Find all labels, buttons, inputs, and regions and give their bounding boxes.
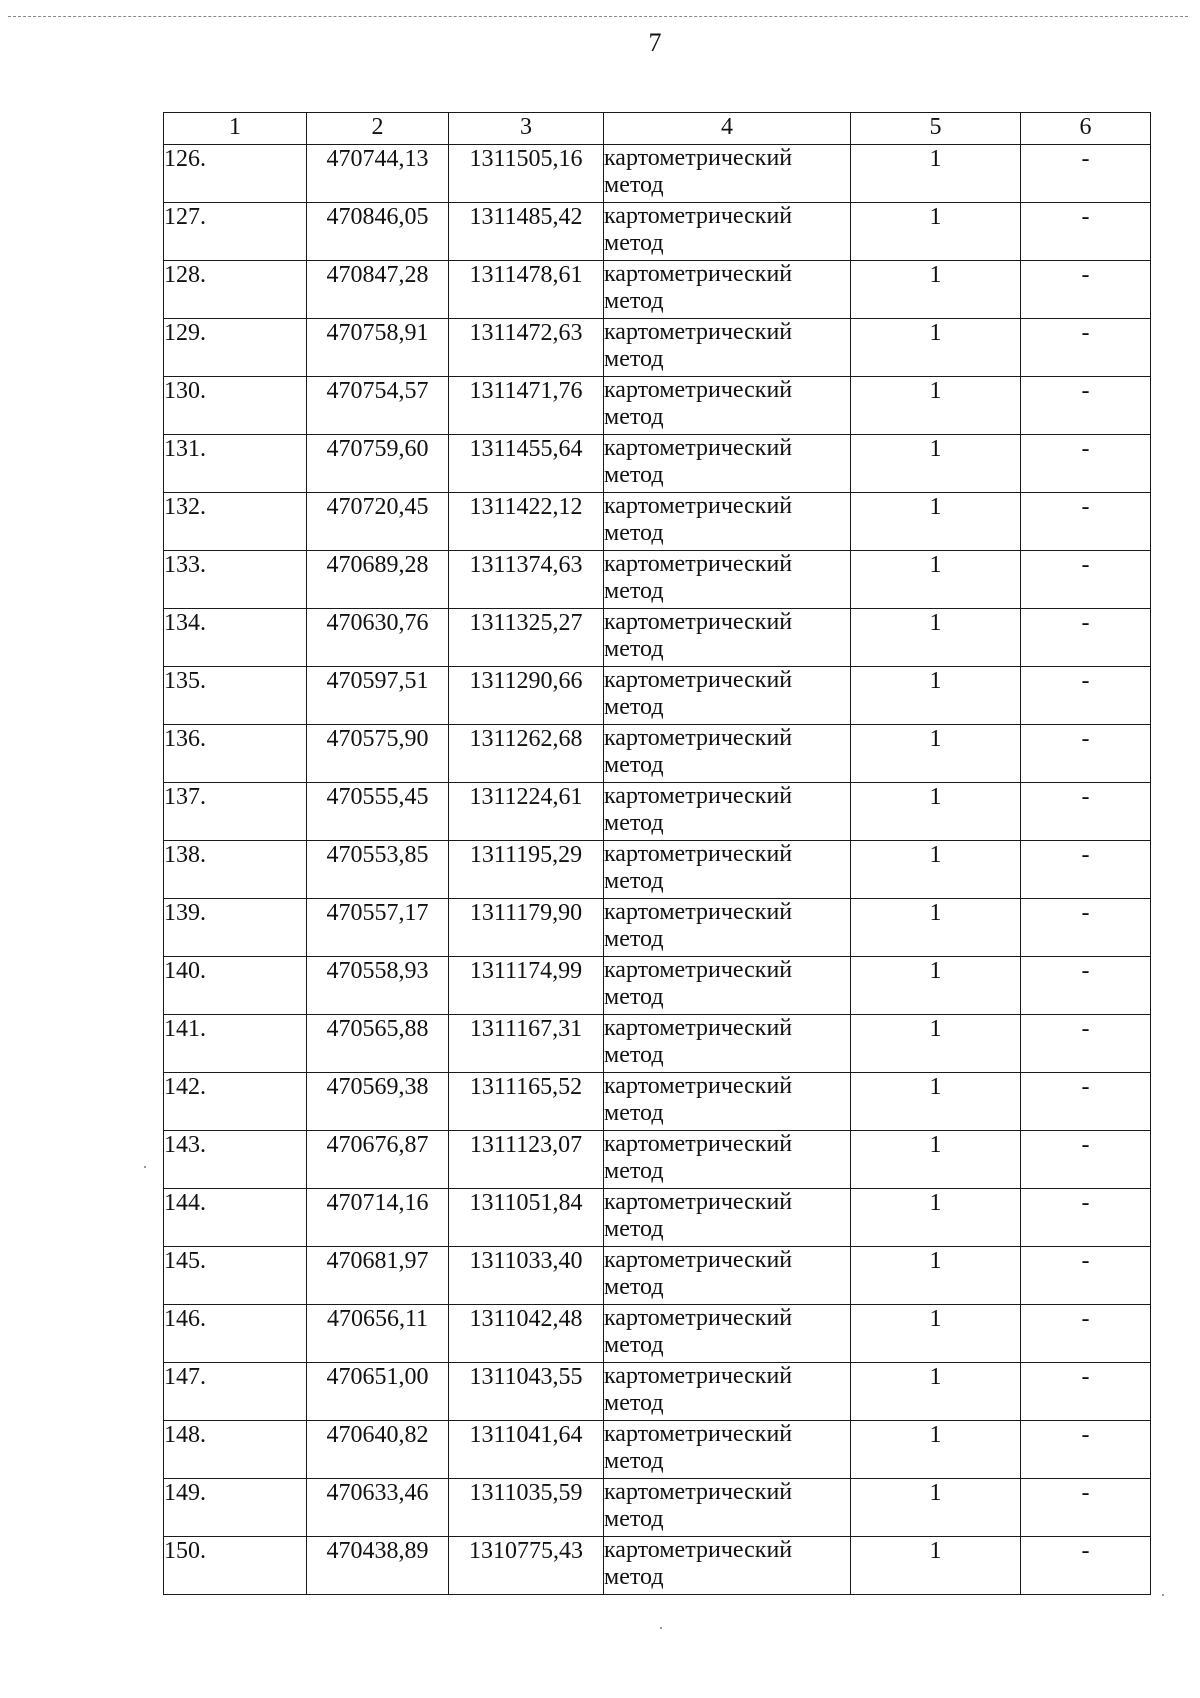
point-number-cell: 129.	[164, 319, 307, 377]
method-cell: картометрический метод	[604, 957, 851, 1015]
table-row	[164, 551, 1151, 609]
column5-cell: 1	[851, 725, 1021, 783]
column-header: 3	[449, 113, 604, 145]
coordinate-y-cell: 1311472,63	[449, 319, 604, 377]
coordinate-y-cell: 1311035,59	[449, 1479, 604, 1537]
method-cell: картометрический метод	[604, 319, 851, 377]
coordinate-y-cell: 1311485,42	[449, 203, 604, 261]
point-number-cell: 147.	[164, 1363, 307, 1421]
coordinate-y-cell: 1311195,29	[449, 841, 604, 899]
column5-cell: 1	[851, 841, 1021, 899]
coordinate-x-cell: 470651,00	[307, 1363, 449, 1421]
method-cell: картометрический метод	[604, 145, 851, 203]
column6-cell: -	[1021, 1305, 1151, 1363]
column5-cell: 1	[851, 1479, 1021, 1537]
column5-cell: 1	[851, 1537, 1021, 1595]
column5-cell: 1	[851, 1189, 1021, 1247]
method-cell: картометрический метод	[604, 1073, 851, 1131]
table-row	[164, 1247, 1151, 1305]
coordinate-x-cell: 470630,76	[307, 609, 449, 667]
coordinate-x-cell: 470640,82	[307, 1421, 449, 1479]
table-row	[164, 1189, 1151, 1247]
table-row	[164, 377, 1151, 435]
point-number-cell: 148.	[164, 1421, 307, 1479]
column6-cell: -	[1021, 1131, 1151, 1189]
coordinate-x-cell: 470597,51	[307, 667, 449, 725]
table-row	[164, 145, 1151, 203]
table-row	[164, 261, 1151, 319]
column5-cell: 1	[851, 957, 1021, 1015]
table-row	[164, 1479, 1151, 1537]
method-cell: картометрический метод	[604, 261, 851, 319]
point-number-cell: 128.	[164, 261, 307, 319]
table-row	[164, 667, 1151, 725]
column5-cell: 1	[851, 261, 1021, 319]
column6-cell: -	[1021, 1073, 1151, 1131]
coordinate-x-cell: 470846,05	[307, 203, 449, 261]
table-body	[164, 145, 1151, 1595]
column6-cell: -	[1021, 899, 1151, 957]
scan-speck	[144, 1166, 146, 1168]
coordinate-x-cell: 470569,38	[307, 1073, 449, 1131]
point-number-cell: 133.	[164, 551, 307, 609]
scan-speck	[1162, 1594, 1164, 1596]
coordinate-y-cell: 1311505,16	[449, 145, 604, 203]
method-cell: картометрический метод	[604, 551, 851, 609]
column6-cell: -	[1021, 261, 1151, 319]
column6-cell: -	[1021, 1015, 1151, 1073]
point-number-cell: 131.	[164, 435, 307, 493]
table-row	[164, 1073, 1151, 1131]
table-row	[164, 841, 1151, 899]
table-row	[164, 1363, 1151, 1421]
point-number-cell: 140.	[164, 957, 307, 1015]
method-cell: картометрический метод	[604, 841, 851, 899]
column-header: 5	[851, 113, 1021, 145]
coordinate-x-cell: 470558,93	[307, 957, 449, 1015]
column6-cell: -	[1021, 145, 1151, 203]
coordinate-x-cell: 470681,97	[307, 1247, 449, 1305]
coordinate-x-cell: 470847,28	[307, 261, 449, 319]
table-row	[164, 957, 1151, 1015]
method-cell: картометрический метод	[604, 493, 851, 551]
coordinate-x-cell: 470575,90	[307, 725, 449, 783]
coordinate-x-cell: 470438,89	[307, 1537, 449, 1595]
point-number-cell: 137.	[164, 783, 307, 841]
method-cell: картометрический метод	[604, 1131, 851, 1189]
method-cell: картометрический метод	[604, 1363, 851, 1421]
column5-cell: 1	[851, 899, 1021, 957]
coordinate-y-cell: 1311033,40	[449, 1247, 604, 1305]
point-number-cell: 139.	[164, 899, 307, 957]
point-number-cell: 142.	[164, 1073, 307, 1131]
coordinate-y-cell: 1311224,61	[449, 783, 604, 841]
point-number-cell: 149.	[164, 1479, 307, 1537]
method-cell: картометрический метод	[604, 1421, 851, 1479]
point-number-cell: 127.	[164, 203, 307, 261]
coordinate-x-cell: 470565,88	[307, 1015, 449, 1073]
coordinate-x-cell: 470758,91	[307, 319, 449, 377]
column6-cell: -	[1021, 1363, 1151, 1421]
method-cell: картометрический метод	[604, 1015, 851, 1073]
point-number-cell: 144.	[164, 1189, 307, 1247]
coordinate-y-cell: 1311167,31	[449, 1015, 604, 1073]
coordinate-y-cell: 1311374,63	[449, 551, 604, 609]
coordinate-x-cell: 470689,28	[307, 551, 449, 609]
column5-cell: 1	[851, 1247, 1021, 1305]
column6-cell: -	[1021, 435, 1151, 493]
coordinate-y-cell: 1311478,61	[449, 261, 604, 319]
method-cell: картометрический метод	[604, 725, 851, 783]
coordinate-y-cell: 1311455,64	[449, 435, 604, 493]
coordinate-y-cell: 1311174,99	[449, 957, 604, 1015]
table-row	[164, 783, 1151, 841]
column5-cell: 1	[851, 1305, 1021, 1363]
coordinate-y-cell: 1311325,27	[449, 609, 604, 667]
point-number-cell: 145.	[164, 1247, 307, 1305]
coordinate-y-cell: 1311471,76	[449, 377, 604, 435]
table-row	[164, 1421, 1151, 1479]
scan-top-rule	[8, 16, 1188, 17]
table-row	[164, 493, 1151, 551]
column6-cell: -	[1021, 667, 1151, 725]
column6-cell: -	[1021, 725, 1151, 783]
method-cell: картометрический метод	[604, 667, 851, 725]
column6-cell: -	[1021, 841, 1151, 899]
column6-cell: -	[1021, 203, 1151, 261]
coordinate-x-cell: 470720,45	[307, 493, 449, 551]
column-header: 2	[307, 113, 449, 145]
method-cell: картометрический метод	[604, 783, 851, 841]
point-number-cell: 150.	[164, 1537, 307, 1595]
point-number-cell: 143.	[164, 1131, 307, 1189]
column5-cell: 1	[851, 667, 1021, 725]
page-number: 7	[648, 28, 662, 57]
point-number-cell: 146.	[164, 1305, 307, 1363]
coordinate-x-cell: 470754,57	[307, 377, 449, 435]
coordinate-x-cell: 470759,60	[307, 435, 449, 493]
column5-cell: 1	[851, 1015, 1021, 1073]
coordinate-y-cell: 1311041,64	[449, 1421, 604, 1479]
table-row	[164, 1015, 1151, 1073]
method-cell: картометрический метод	[604, 899, 851, 957]
scan-speck	[660, 1627, 662, 1629]
column6-cell: -	[1021, 319, 1151, 377]
table-row	[164, 435, 1151, 493]
method-cell: картометрический метод	[604, 1479, 851, 1537]
method-cell: картометрический метод	[604, 203, 851, 261]
point-number-cell: 126.	[164, 145, 307, 203]
table-row	[164, 319, 1151, 377]
coordinate-x-cell: 470633,46	[307, 1479, 449, 1537]
method-cell: картометрический метод	[604, 1247, 851, 1305]
column6-cell: -	[1021, 1189, 1151, 1247]
column5-cell: 1	[851, 783, 1021, 841]
table-row	[164, 1537, 1151, 1595]
coordinate-y-cell: 1311042,48	[449, 1305, 604, 1363]
coordinate-y-cell: 1311165,52	[449, 1073, 604, 1131]
column6-cell: -	[1021, 377, 1151, 435]
coordinate-y-cell: 1311290,66	[449, 667, 604, 725]
column5-cell: 1	[851, 1363, 1021, 1421]
point-number-cell: 141.	[164, 1015, 307, 1073]
column6-cell: -	[1021, 957, 1151, 1015]
table-row	[164, 899, 1151, 957]
table-row	[164, 1305, 1151, 1363]
coordinate-y-cell: 1310775,43	[449, 1537, 604, 1595]
header-row	[164, 113, 1151, 145]
column6-cell: -	[1021, 1479, 1151, 1537]
method-cell: картометрический метод	[604, 435, 851, 493]
column5-cell: 1	[851, 203, 1021, 261]
coordinate-x-cell: 470656,11	[307, 1305, 449, 1363]
coordinate-x-cell: 470553,85	[307, 841, 449, 899]
coordinate-y-cell: 1311422,12	[449, 493, 604, 551]
column-header: 6	[1021, 113, 1151, 145]
column6-cell: -	[1021, 783, 1151, 841]
coordinate-y-cell: 1311043,55	[449, 1363, 604, 1421]
column5-cell: 1	[851, 319, 1021, 377]
column6-cell: -	[1021, 1247, 1151, 1305]
coordinate-x-cell: 470555,45	[307, 783, 449, 841]
coordinate-y-cell: 1311179,90	[449, 899, 604, 957]
column5-cell: 1	[851, 1131, 1021, 1189]
column6-cell: -	[1021, 1421, 1151, 1479]
column6-cell: -	[1021, 493, 1151, 551]
coordinate-y-cell: 1311051,84	[449, 1189, 604, 1247]
column6-cell: -	[1021, 1537, 1151, 1595]
point-number-cell: 132.	[164, 493, 307, 551]
table-row	[164, 609, 1151, 667]
column5-cell: 1	[851, 435, 1021, 493]
point-number-cell: 138.	[164, 841, 307, 899]
coordinate-x-cell: 470714,16	[307, 1189, 449, 1247]
point-number-cell: 130.	[164, 377, 307, 435]
column5-cell: 1	[851, 377, 1021, 435]
point-number-cell: 136.	[164, 725, 307, 783]
column6-cell: -	[1021, 609, 1151, 667]
column5-cell: 1	[851, 493, 1021, 551]
table-row	[164, 1131, 1151, 1189]
coordinate-x-cell: 470557,17	[307, 899, 449, 957]
method-cell: картометрический метод	[604, 377, 851, 435]
point-number-cell: 135.	[164, 667, 307, 725]
coordinates-table	[163, 112, 1151, 1595]
coordinate-x-cell: 470676,87	[307, 1131, 449, 1189]
column5-cell: 1	[851, 145, 1021, 203]
method-cell: картометрический метод	[604, 609, 851, 667]
coordinate-y-cell: 1311123,07	[449, 1131, 604, 1189]
method-cell: картометрический метод	[604, 1537, 851, 1595]
column5-cell: 1	[851, 1421, 1021, 1479]
table-row	[164, 203, 1151, 261]
point-number-cell: 134.	[164, 609, 307, 667]
method-cell: картометрический метод	[604, 1305, 851, 1363]
column-header: 4	[604, 113, 851, 145]
column5-cell: 1	[851, 551, 1021, 609]
column6-cell: -	[1021, 551, 1151, 609]
coordinate-x-cell: 470744,13	[307, 145, 449, 203]
column-header: 1	[164, 113, 307, 145]
table-row	[164, 725, 1151, 783]
column5-cell: 1	[851, 609, 1021, 667]
column5-cell: 1	[851, 1073, 1021, 1131]
method-cell: картометрический метод	[604, 1189, 851, 1247]
coordinate-y-cell: 1311262,68	[449, 725, 604, 783]
